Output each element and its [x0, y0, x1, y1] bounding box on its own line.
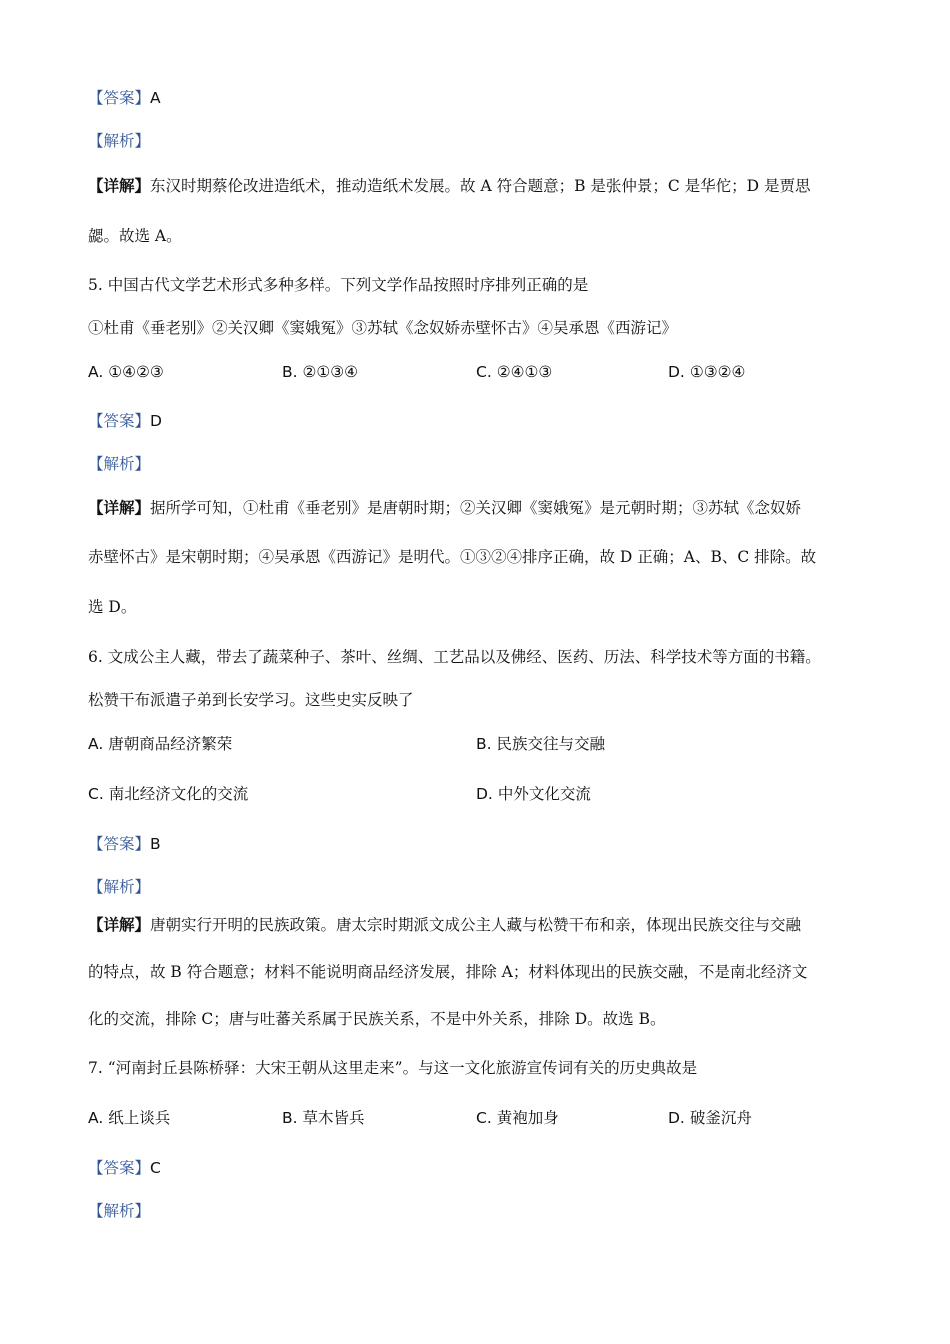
- q5-items: [88, 318, 677, 338]
- option-text: 南北经济文化的交流: [108, 785, 249, 803]
- analysis-tag: 【解析】: [88, 878, 151, 896]
- q6-detail-text-1: 唐朝实行开明的民族政策。唐太宗时期派文成公主人藏与松赞干布和亲，体现出民族交往与交融: [150, 916, 802, 934]
- option-label: A.: [88, 735, 104, 753]
- q5-detail-line-3: [88, 597, 136, 617]
- q6-stem-line-1: [88, 647, 821, 667]
- option-label: B.: [282, 1109, 298, 1127]
- q7-option-c[interactable]: [476, 1108, 559, 1128]
- q6-answer-line: [88, 834, 161, 854]
- q4-answer-line: [88, 88, 161, 108]
- q6-stem-text-1: 6. 文成公主人藏，带去了蔬菜种子、茶叶、丝绸、工艺品以及佛经、医药、历法、科学技术等方面的书籍。: [88, 648, 821, 666]
- q6-detail-line-2: [88, 962, 807, 982]
- q7-stem: [88, 1058, 697, 1078]
- q5-answer-value: D: [150, 412, 162, 430]
- option-text: ②④①③: [496, 363, 553, 381]
- option-label: D.: [668, 1109, 685, 1127]
- q4-detail-text-2: 勰。故选 A。: [88, 227, 182, 245]
- q5-detail-line-2: [88, 547, 816, 567]
- analysis-tag: 【解析】: [88, 1202, 151, 1220]
- q5-analysis-line: [88, 454, 150, 474]
- answer-tag: 【答案】: [88, 1159, 151, 1177]
- option-label: D.: [476, 785, 493, 803]
- detail-tag: 【详解】: [88, 498, 151, 517]
- q4-detail-text-1: 东汉时期蔡伦改进造纸术，推动造纸术发展。故 A 符合题意；B 是张仲景；C 是华佗；D 是贾思: [150, 177, 811, 195]
- option-text: 唐朝商品经济繁荣: [108, 735, 233, 753]
- q5-detail-text-2: 赤壁怀古》是宋朝时期；④吴承恩《西游记》是明代。①③②④排序正确，故 D 正确；A、B、C 排除。故: [88, 548, 817, 566]
- option-text: 民族交往与交融: [496, 735, 606, 753]
- q5-items-text: ①杜甫《垂老别》②关汉卿《窦娥冤》③苏轼《念奴娇赤壁怀古》④吴承恩《西游记》: [88, 319, 678, 337]
- q5-detail-text-3: 选 D。: [88, 598, 137, 616]
- analysis-tag: 【解析】: [88, 455, 151, 473]
- q6-stem-text-2: 松赞干布派遣子弟到长安学习。这些史实反映了: [88, 691, 414, 709]
- option-text: 破釜沉舟: [689, 1109, 752, 1127]
- q5-stem: [88, 275, 588, 295]
- option-label: C.: [88, 785, 104, 803]
- q6-option-d[interactable]: [476, 784, 591, 804]
- q4-detail-line-2: [88, 226, 182, 246]
- q5-option-a[interactable]: [88, 362, 164, 382]
- option-label: D.: [668, 363, 685, 381]
- q6-detail-line-1: [88, 915, 801, 935]
- option-label: A.: [88, 363, 104, 381]
- q5-answer-line: [88, 411, 162, 431]
- option-label: A.: [88, 1109, 104, 1127]
- detail-tag: 【详解】: [88, 176, 151, 195]
- q5-option-d[interactable]: [668, 362, 745, 382]
- option-text: 草木皆兵: [302, 1109, 365, 1127]
- q6-option-a[interactable]: [88, 734, 232, 754]
- q4-detail-line-1: [88, 176, 811, 196]
- answer-tag: 【答案】: [88, 835, 151, 853]
- q6-answer-value: B: [150, 835, 161, 853]
- q7-option-b[interactable]: [282, 1108, 365, 1128]
- q7-option-d[interactable]: [668, 1108, 752, 1128]
- q6-option-c[interactable]: [88, 784, 248, 804]
- option-label: C.: [476, 363, 492, 381]
- option-label: C.: [476, 1109, 492, 1127]
- q5-detail-text-1: 据所学可知，①杜甫《垂老别》是唐朝时期；②关汉卿《窦娥冤》是元朝时期；③苏轼《念奴娇: [150, 499, 802, 517]
- option-text: ②①③④: [302, 363, 359, 381]
- option-text: ①③②④: [689, 363, 746, 381]
- q7-answer-value: C: [150, 1159, 161, 1177]
- q5-detail-line-1: [88, 498, 801, 518]
- q4-answer-value: A: [150, 89, 161, 107]
- option-text: 中外文化交流: [497, 785, 591, 803]
- q7-stem-text: 7. “河南封丘县陈桥驿：大宋王朝从这里走来”。与这一文化旅游宣传词有关的历史典故是: [88, 1059, 698, 1077]
- q7-answer-line: [88, 1158, 161, 1178]
- q6-analysis-line: [88, 877, 150, 897]
- q4-analysis-line: [88, 131, 150, 151]
- q6-detail-text-2: 的特点，故 B 符合题意；材料不能说明商品经济发展，排除 A；材料体现出的民族交融，不是南北经济文: [88, 963, 808, 981]
- q5-option-b[interactable]: [282, 362, 358, 382]
- q7-analysis-line: [88, 1201, 150, 1221]
- option-text: ①④②③: [108, 363, 164, 381]
- q5-option-c[interactable]: [476, 362, 552, 382]
- option-label: B.: [282, 363, 298, 381]
- q6-stem-line-2: [88, 690, 414, 710]
- answer-tag: 【答案】: [88, 89, 151, 107]
- option-text: 黄袍加身: [496, 1109, 559, 1127]
- q6-detail-text-3: 化的交流，排除 C；唐与吐蕃关系属于民族关系，不是中外关系，排除 D。故选 B。: [88, 1010, 666, 1028]
- option-text: 纸上谈兵: [108, 1109, 171, 1127]
- q7-option-a[interactable]: [88, 1108, 170, 1128]
- analysis-tag: 【解析】: [88, 132, 151, 150]
- q6-option-b[interactable]: [476, 734, 605, 754]
- q6-detail-line-3: [88, 1009, 665, 1029]
- answer-tag: 【答案】: [88, 412, 151, 430]
- detail-tag: 【详解】: [88, 915, 151, 934]
- q5-stem-text: 5. 中国古代文学艺术形式多种多样。下列文学作品按照时序排列正确的是: [88, 276, 589, 294]
- option-label: B.: [476, 735, 492, 753]
